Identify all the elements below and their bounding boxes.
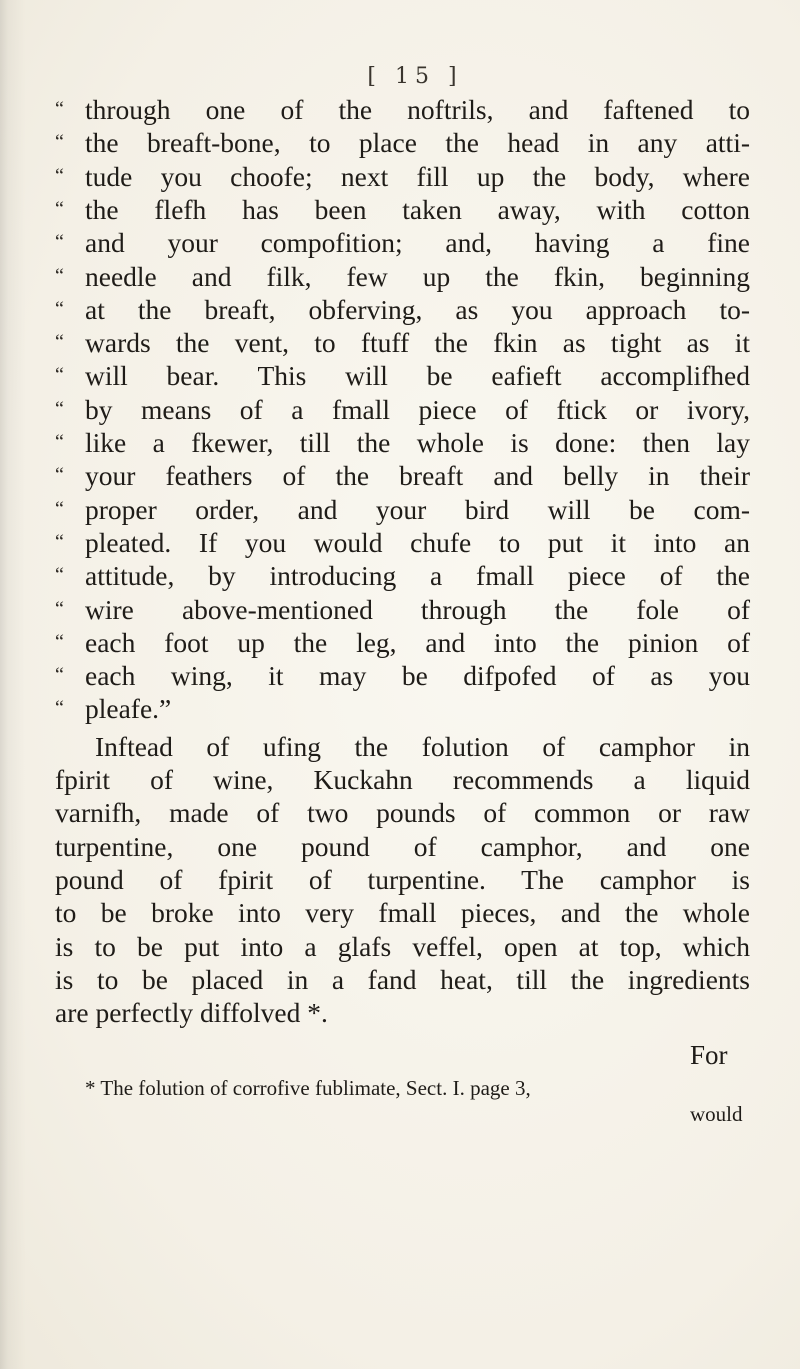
text-line: your feathers of the breaft and belly in their	[85, 460, 750, 492]
quote-mark: “	[55, 297, 64, 320]
quote-mark: “	[55, 464, 64, 487]
quote-mark: “	[55, 397, 64, 420]
text-line: the flefh has been taken away, with cotton	[85, 193, 750, 225]
text-line: wards the vent, to ftuff the fkin as tight as it	[85, 327, 750, 359]
footnote-continuation: would	[690, 1102, 743, 1127]
quote-mark: “	[55, 98, 64, 120]
text-line: at the breaft, obferving, as you approach to-	[85, 293, 750, 325]
text-line: by means of a fmall piece of ftick or ivory,	[85, 393, 750, 425]
quote-mark: “	[55, 697, 64, 720]
text-line: and your compofition; and, having a fine	[85, 227, 750, 259]
page-number: [ 15 ]	[367, 64, 463, 89]
quote-mark: “	[55, 264, 64, 287]
quote-mark: “	[55, 331, 64, 354]
text-line: needle and filk, few up the fkin, beginning	[85, 260, 750, 292]
quote-mark: “	[55, 364, 64, 387]
footnote: * The folution of corrofive fublimate, Sect. I. page 3,	[85, 1076, 531, 1101]
quote-mark: “	[55, 597, 64, 620]
catchword: For	[690, 1040, 728, 1071]
quote-mark: “	[55, 564, 64, 587]
text-line: each wing, it may be difpofed of as you	[85, 660, 750, 692]
quote-mark: “	[55, 131, 64, 154]
text-line: like a fkewer, till the whole is done: then lay	[85, 427, 750, 458]
text-line: are perfectly diffolved *.	[55, 997, 328, 1029]
text-line: proper order, and your bird will be com-	[85, 493, 750, 525]
text-line: pleafe.”	[85, 693, 172, 725]
text-line: varnifh, made of two pounds of common or raw	[55, 797, 750, 829]
text-line: to be broke into very fmall pieces, and the whole	[55, 897, 750, 929]
text-line: is to be put into a glafs veffel, open at top, which	[55, 930, 750, 962]
text-line: turpentine, one pound of camphor, and one	[55, 830, 750, 862]
text-line: wire above-mentioned through the fole of	[85, 593, 750, 625]
text-line: pleated. If you would chufe to put it into an	[85, 526, 750, 558]
quote-mark: “	[55, 497, 64, 520]
quote-mark: “	[55, 197, 64, 220]
text-line: the breaft-bone, to place the head in any atti-	[85, 127, 750, 159]
text-line: will bear. This will be eafieft accomplifhed	[85, 360, 750, 392]
text-line: Inftead of ufing the folution of camphor in	[95, 730, 750, 762]
text-line: attitude, by introducing a fmall piece of the	[85, 560, 750, 592]
text-line: fpirit of wine, Kuckahn recommends a liquid	[55, 764, 750, 795]
text-line: through one of the noftrils, and faftened to	[85, 94, 750, 125]
quote-mark: “	[55, 630, 64, 653]
text-line: each foot up the leg, and into the pinion of	[85, 626, 750, 658]
quote-mark: “	[55, 664, 64, 687]
text-line: pound of fpirit of turpentine. The camphor is	[55, 863, 750, 895]
quote-mark: “	[55, 164, 64, 187]
text-line: is to be placed in a fand heat, till the ingredients	[55, 963, 750, 995]
quote-mark: “	[55, 231, 64, 254]
text-line: tude you choofe; next fill up the body, where	[85, 160, 750, 192]
quote-mark: “	[55, 431, 64, 453]
quote-mark: “	[55, 530, 64, 553]
